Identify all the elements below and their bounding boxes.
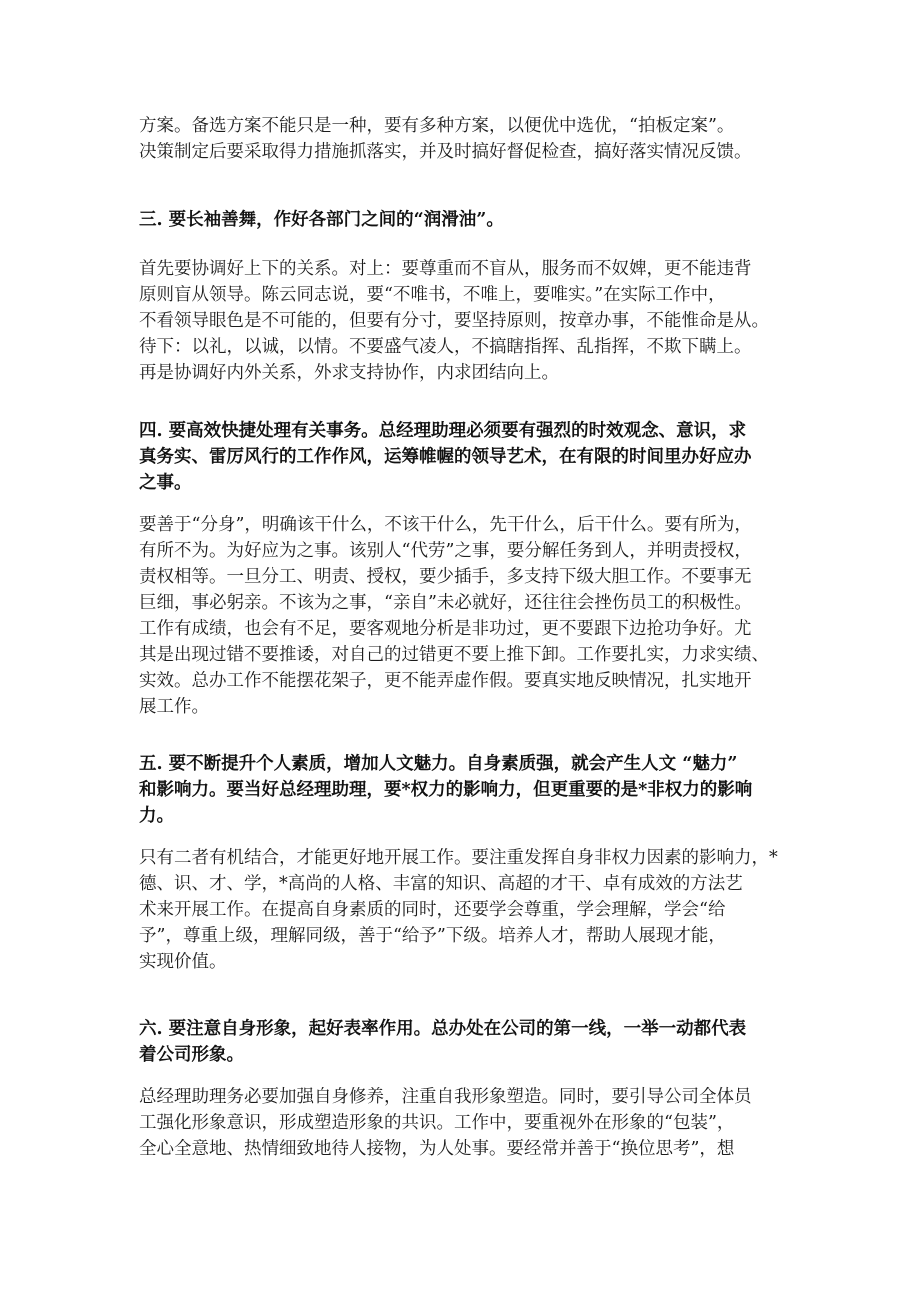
text-line: 责权相等。一旦分工、明责、授权，要少插手，多支持下级大胆工作。不要事无: [139, 567, 752, 587]
body-paragraph: [139, 845, 787, 975]
body-paragraph: [139, 1084, 787, 1162]
text-line: 实效。总办工作不能摆花架子，更不能弄虚作假。要真实地反映情况，扎实地开: [139, 671, 752, 691]
text-line: 工作有成绩，也会有不足，要客观地分析是非功过，更不要跟下边抢功争好。尤: [139, 619, 752, 639]
section-heading-5: [139, 751, 787, 829]
heading-line: 着公司形象。: [139, 1045, 244, 1065]
text-line: 待下：以礼，以诚，以情。不要盛气凌人，不搞瞎指挥、乱指挥，不欺下瞒上。: [139, 337, 752, 357]
heading-line: 五. 要不断提升个人素质，增加人文魅力。自身素质强，就会产生人文 “魅力”: [139, 754, 738, 774]
text-line: 原则盲从领导。陈云同志说，要“不唯书，不唯上，要唯实。”在实际工作中，: [139, 285, 726, 305]
body-paragraph: [139, 256, 787, 386]
text-line: 决策制定后要采取得力措施抓落实，并及时搞好督促检查，搞好落实情况反馈。: [139, 142, 752, 162]
heading-line: 和影响力。要当好总经理助理，要*权力的影响力，但更重要的是*非权力的影响: [139, 780, 753, 800]
text-line: 展工作。: [139, 697, 209, 717]
text-line: 只有二者有机结合，才能更好地开展工作。要注重发挥自身非权力因素的影响力，*: [139, 848, 778, 868]
text-line: 其是出现过错不要推诿，对自己的过错更不要上推下卸。工作要扎实，力求实绩、: [139, 645, 769, 665]
text-line: 术来开展工作。在提高自身素质的同时，还要学会尊重，学会理解，学会“给: [139, 900, 726, 920]
section-heading-3: [139, 207, 787, 233]
heading-line: 真务实、雷厉风行的工作作风，运筹帷幄的领导艺术，在有限的时间里办好应办: [139, 447, 752, 467]
text-line: 全心全意地、热情细致地待人接物，为人处事。要经常并善于“换位思考”，想: [139, 1139, 735, 1159]
text-line: 实现价值。: [139, 952, 227, 972]
body-paragraph: [139, 113, 787, 165]
heading-line: 四. 要高效快捷处理有关事务。总经理助理必须要有强烈的时效观念、意识，求: [139, 421, 747, 441]
heading-line: 力。: [139, 806, 174, 826]
section-heading-4: [139, 418, 787, 496]
text-line: 总经理助理务必要加强自身修养，注重自我形象塑造。同时，要引导公司全体员: [139, 1087, 752, 1107]
text-line: 首先要协调好上下的关系。对上：要尊重而不盲从，服务而不奴婢，更不能违背: [139, 259, 752, 279]
text-line: 再是协调好内外关系，外求支持协作，内求团结向上。: [139, 363, 559, 383]
heading-line: 六. 要注意自身形象，起好表率作用。总办处在公司的第一线，一举一动都代表: [139, 1019, 747, 1039]
text-line: 有所不为。为好应为之事。该别人“代劳”之事，要分解任务到人，并明责授权，: [139, 541, 752, 561]
body-paragraph: [139, 512, 787, 720]
text-line: 德、识、才、学，*高尚的人格、丰富的知识、高超的才干、卓有成效的方法艺: [139, 874, 743, 894]
heading-line: 之事。: [139, 473, 192, 493]
text-line: 巨细，事必躬亲。不该为之事，“亲自”未必就好，还往往会挫伤员工的积极性。: [139, 593, 752, 613]
text-line: 予”，尊重上级，理解同级，善于“给予”下级。培养人才，帮助人展现才能，: [139, 926, 726, 946]
heading-line: 三. 要长袖善舞，作好各部门之间的“润滑油”。: [139, 210, 504, 230]
section-heading-6: [139, 1016, 787, 1068]
text-line: 工强化形象意识，形成塑造形象的共识。工作中，要重视外在形象的“包装”，: [139, 1113, 735, 1133]
text-line: 要善于“分身”，明确该干什么，不该干什么，先干什么，后干什么。要有所为，: [139, 515, 752, 535]
text-line: 不看领导眼色是不可能的，但要有分寸，要坚持原则，按章办事，不能惟命是从。: [139, 311, 769, 331]
text-line: 方案。备选方案不能只是一种，要有多种方案，以便优中选优，“拍板定案”。: [139, 116, 735, 136]
